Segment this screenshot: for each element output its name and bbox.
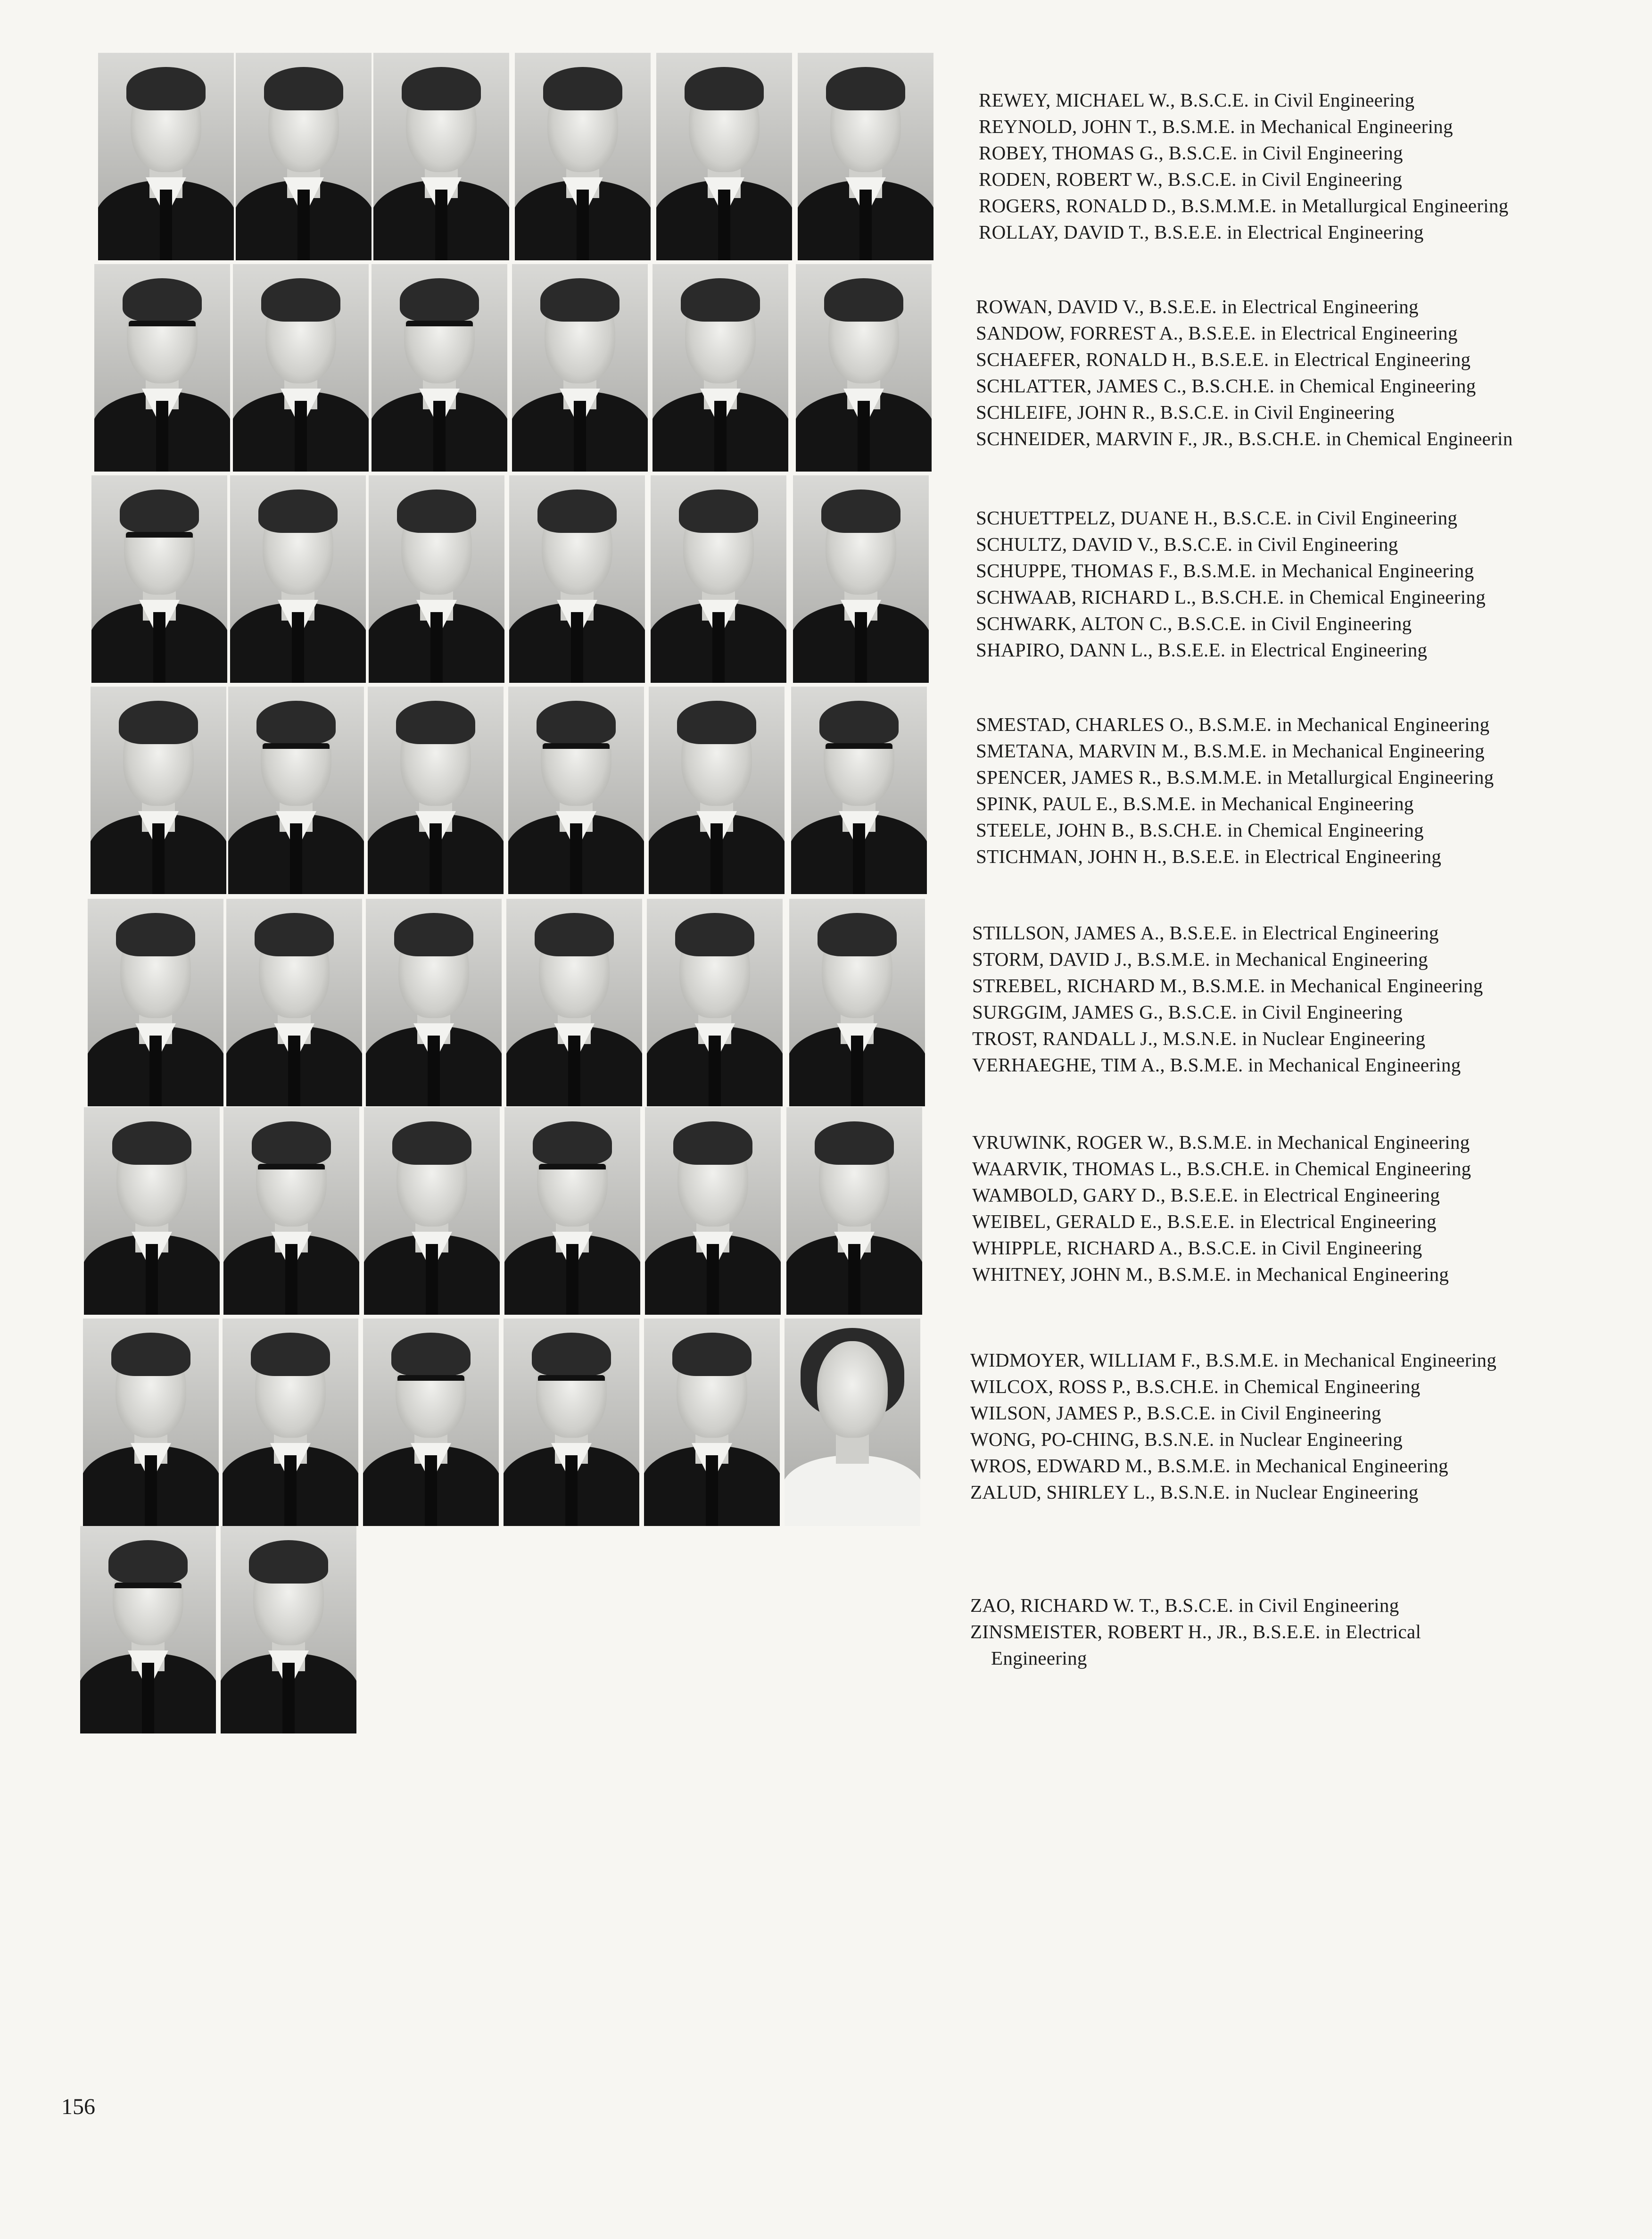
- caption-line: VERHAEGHE, TIM A., B.S.M.E. in Mechanical Engineering: [972, 1054, 1461, 1076]
- caption-line: ROGERS, RONALD D., B.S.M.M.E. in Metallurgical Engineering: [979, 195, 1509, 216]
- portrait-schlatter: [512, 264, 648, 472]
- caption-line: WILCOX, ROSS P., B.S.CH.E. in Chemical Engineering: [970, 1376, 1421, 1397]
- portrait-wilcox: [223, 1319, 358, 1526]
- caption-line: WHITNEY, JOHN M., B.S.M.E. in Mechanical Engineering: [972, 1263, 1449, 1285]
- caption-block-row-4: [976, 711, 1494, 870]
- portrait-storm: [226, 899, 362, 1106]
- portrait-rowan: [94, 264, 230, 472]
- caption-line: STREBEL, RICHARD M., B.S.M.E. in Mechanical Engineering: [972, 975, 1483, 996]
- portrait-strebel: [366, 899, 502, 1106]
- caption-line: TROST, RANDALL J., M.S.N.E. in Nuclear Engineering: [972, 1028, 1426, 1049]
- caption-line: REYNOLD, JOHN T., B.S.M.E. in Mechanical Engineering: [979, 116, 1453, 137]
- caption-block-row-1: [979, 87, 1509, 245]
- caption-line: SANDOW, FORREST A., B.S.E.E. in Electrical Engineering: [976, 322, 1458, 344]
- caption-line: WAMBOLD, GARY D., B.S.E.E. in Electrical Engineering: [972, 1184, 1440, 1206]
- caption-line: ZAO, RICHARD W. T., B.S.C.E. in Civil Engineering: [970, 1594, 1399, 1616]
- caption-line: SMETANA, MARVIN M., B.S.M.E. in Mechanical Engineering: [976, 740, 1485, 762]
- portrait-wros: [644, 1319, 780, 1526]
- portrait-schuppe: [369, 475, 504, 683]
- caption-line: ROLLAY, DAVID T., B.S.E.E. in Electrical Engineering: [979, 221, 1424, 243]
- portrait-waarvik: [223, 1107, 359, 1315]
- caption-line: SCHULTZ, DAVID V., B.S.C.E. in Civil Engineering: [976, 533, 1398, 555]
- portrait-roden: [515, 53, 651, 260]
- caption-line: ZALUD, SHIRLEY L., B.S.N.E. in Nuclear Engineering: [970, 1481, 1419, 1503]
- caption-line: SCHLEIFE, JOHN R., B.S.C.E. in Civil Engineering: [976, 401, 1395, 423]
- portrait-stillson: [88, 899, 223, 1106]
- caption-line: WROS, EDWARD M., B.S.M.E. in Mechanical Engineering: [970, 1455, 1448, 1476]
- caption-line: STEELE, JOHN B., B.S.CH.E. in Chemical Engineering: [976, 819, 1424, 841]
- portrait-wambold: [364, 1107, 500, 1315]
- portrait-zinsmeister: [221, 1526, 356, 1733]
- caption-line: WAARVIK, THOMAS L., B.S.CH.E. in Chemical Engineering: [972, 1158, 1471, 1179]
- portrait-surggim: [506, 899, 642, 1106]
- caption-line: SCHLATTER, JAMES C., B.S.CH.E. in Chemical Engineering: [976, 375, 1476, 397]
- portrait-spink: [508, 687, 644, 894]
- caption-line: SPENCER, JAMES R., B.S.M.M.E. in Metallurgical Engineering: [976, 766, 1494, 788]
- caption-line: SMESTAD, CHARLES O., B.S.M.E. in Mechanical Engineering: [976, 713, 1490, 735]
- caption-line: SPINK, PAUL E., B.S.M.E. in Mechanical Engineering: [976, 793, 1414, 814]
- caption-line: WHIPPLE, RICHARD A., B.S.C.E. in Civil Engineering: [972, 1237, 1422, 1259]
- portrait-wong: [504, 1319, 639, 1526]
- portrait-schultz: [230, 475, 366, 683]
- caption-line: WEIBEL, GERALD E., B.S.E.E. in Electrical Engineering: [972, 1211, 1437, 1232]
- portrait-trost: [647, 899, 783, 1106]
- caption-line: ROBEY, THOMAS G., B.S.C.E. in Civil Engineering: [979, 142, 1403, 164]
- portrait-spencer: [368, 687, 504, 894]
- portrait-rogers: [656, 53, 792, 260]
- caption-line: SCHUPPE, THOMAS F., B.S.M.E. in Mechanical Engineering: [976, 560, 1474, 581]
- portrait-steele: [649, 687, 785, 894]
- caption-block-row-2: [976, 293, 1513, 452]
- portrait-widmoyer: [83, 1319, 219, 1526]
- portrait-vruwink: [84, 1107, 220, 1315]
- portrait-schwaab: [509, 475, 645, 683]
- caption-block-row-3: [976, 505, 1486, 663]
- portrait-shapiro: [793, 475, 929, 683]
- caption-line: RODEN, ROBERT W., B.S.C.E. in Civil Engineering: [979, 168, 1403, 190]
- portrait-whipple: [645, 1107, 781, 1315]
- portrait-reynold: [236, 53, 372, 260]
- portrait-smestad: [91, 687, 226, 894]
- portrait-schleife: [653, 264, 788, 472]
- caption-line: STORM, DAVID J., B.S.M.E. in Mechanical Engineering: [972, 948, 1428, 970]
- caption-line: SCHWARK, ALTON C., B.S.C.E. in Civil Engineering: [976, 613, 1412, 634]
- caption-line: SURGGIM, JAMES G., B.S.C.E. in Civil Engineering: [972, 1001, 1403, 1023]
- caption-block-row-7: [970, 1347, 1496, 1505]
- caption-block-row-6: [972, 1129, 1471, 1287]
- caption-line: REWEY, MICHAEL W., B.S.C.E. in Civil Engineering: [979, 89, 1415, 111]
- portrait-zao: [80, 1526, 216, 1733]
- portrait-rollay: [798, 53, 933, 260]
- caption-block-row-5: [972, 920, 1483, 1078]
- portrait-whitney: [786, 1107, 922, 1315]
- caption-block-row-8: [970, 1592, 1421, 1671]
- caption-line: WILSON, JAMES P., B.S.C.E. in Civil Engineering: [970, 1402, 1381, 1424]
- caption-line: ROWAN, DAVID V., B.S.E.E. in Electrical Engineering: [976, 296, 1419, 317]
- caption-line: SCHWAAB, RICHARD L., B.S.CH.E. in Chemical Engineering: [976, 586, 1486, 608]
- caption-line: ZINSMEISTER, ROBERT H., JR., B.S.E.E. in Electrical: [970, 1621, 1421, 1642]
- portrait-sandow: [233, 264, 369, 472]
- portrait-schneider: [796, 264, 932, 472]
- portrait-schaefer: [372, 264, 507, 472]
- portrait-robey: [373, 53, 509, 260]
- caption-line: SCHUETTPELZ, DUANE H., B.S.C.E. in Civil Engineering: [976, 507, 1458, 529]
- portrait-weibel: [504, 1107, 640, 1315]
- caption-line: SCHNEIDER, MARVIN F., JR., B.S.CH.E. in Chemical Engineerin: [976, 428, 1513, 449]
- portrait-stichman: [791, 687, 927, 894]
- portrait-schuettpelz: [91, 475, 227, 683]
- caption-line: STICHMAN, JOHN H., B.S.E.E. in Electrical Engineering: [976, 846, 1442, 867]
- caption-line: SCHAEFER, RONALD H., B.S.E.E. in Electrical Engineering: [976, 348, 1471, 370]
- portrait-rewey: [98, 53, 234, 260]
- caption-line: SHAPIRO, DANN L., B.S.E.E. in Electrical Engineering: [976, 639, 1428, 661]
- caption-line-continuation: Engineering: [991, 1647, 1087, 1669]
- caption-line: VRUWINK, ROGER W., B.S.M.E. in Mechanical Engineering: [972, 1131, 1470, 1153]
- caption-line: STILLSON, JAMES A., B.S.E.E. in Electrical Engineering: [972, 922, 1439, 944]
- page-number: 156: [61, 2094, 95, 2119]
- caption-line: WONG, PO-CHING, B.S.N.E. in Nuclear Engineering: [970, 1428, 1403, 1450]
- portrait-smetana: [228, 687, 364, 894]
- portrait-zalud: [785, 1319, 920, 1526]
- portrait-wilson: [363, 1319, 499, 1526]
- portrait-verhaeghe: [789, 899, 925, 1106]
- portrait-schwark: [651, 475, 786, 683]
- caption-line: WIDMOYER, WILLIAM F., B.S.M.E. in Mechanical Engineering: [970, 1349, 1497, 1371]
